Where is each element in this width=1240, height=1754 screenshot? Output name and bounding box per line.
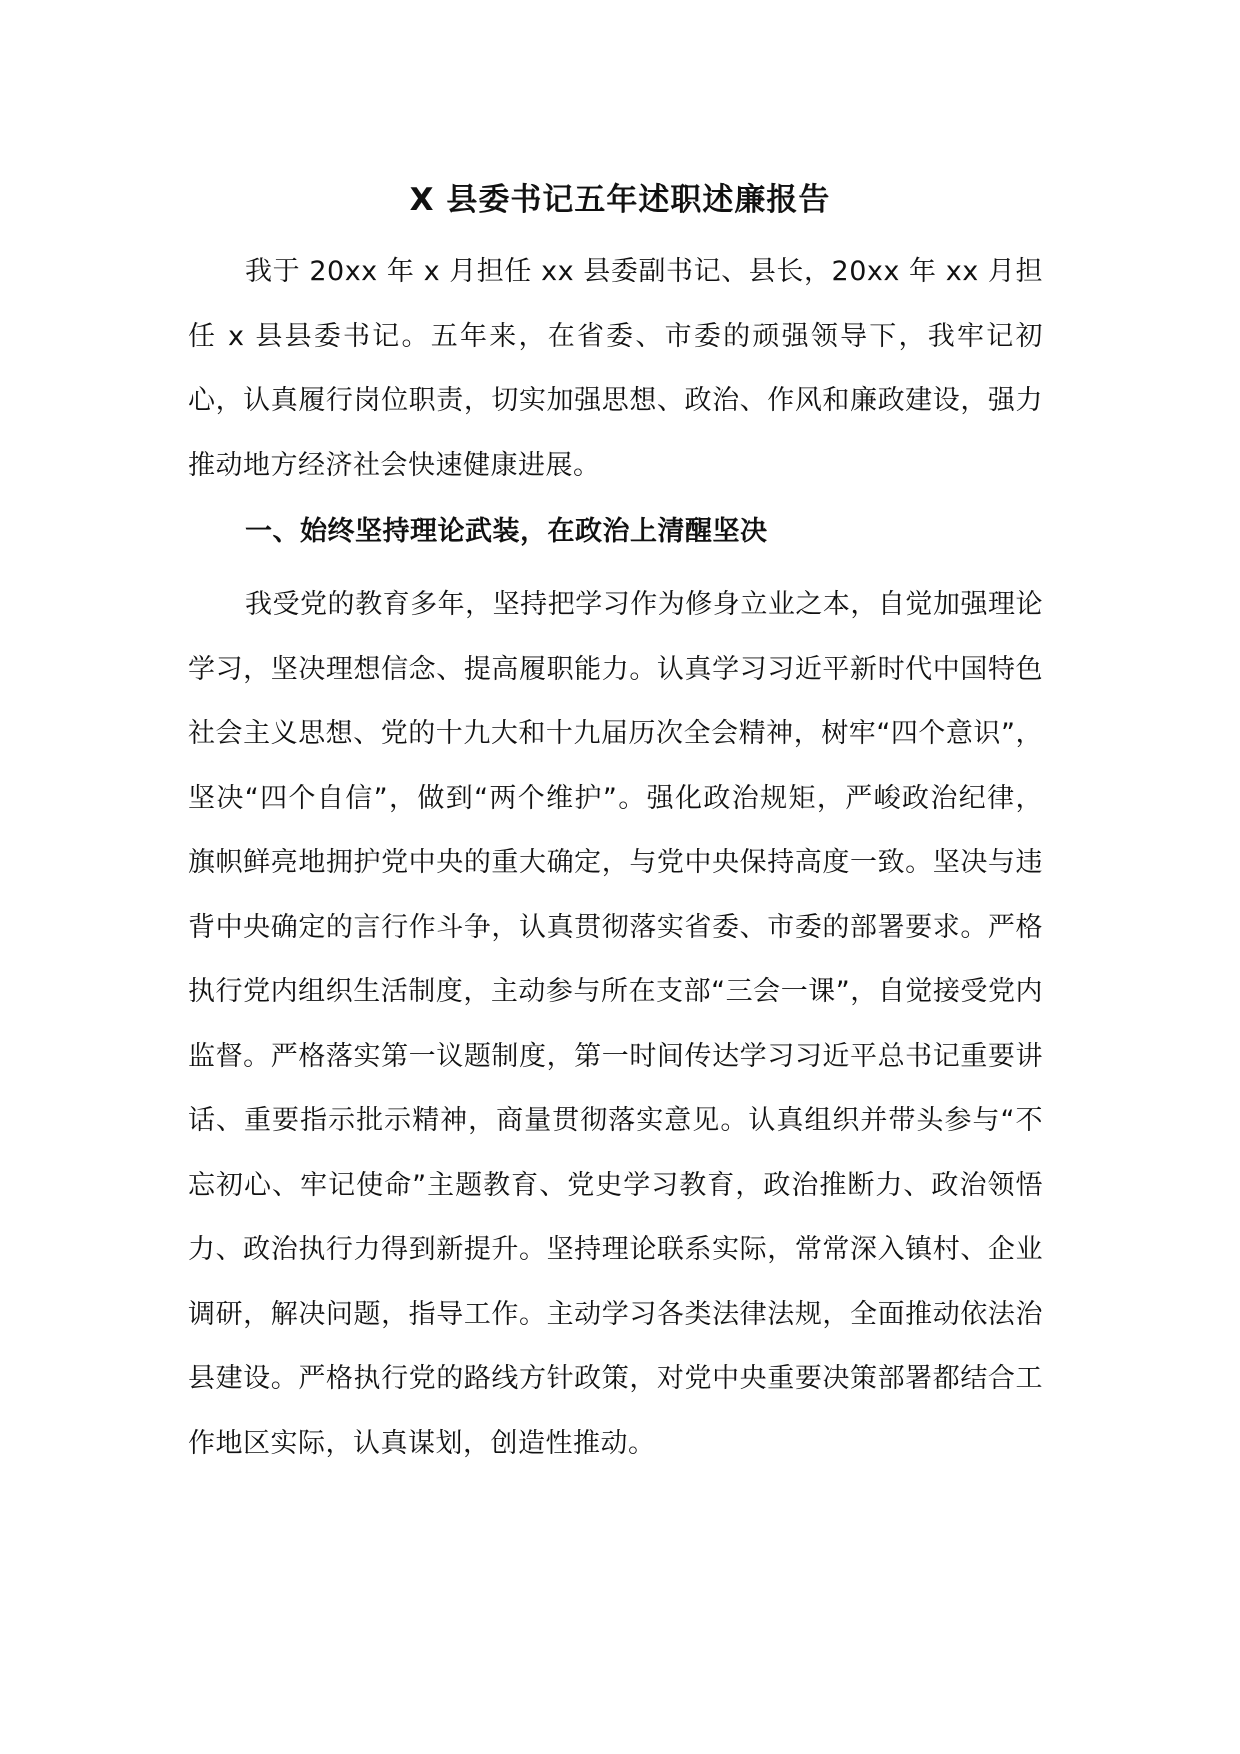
section-heading: 一、始终坚持理论武装，在政治上清醒坚决 [245, 516, 768, 547]
document-title: X 县委书记五年述职述廉报告 [409, 182, 831, 218]
intro-paragraph: 我于 20xx 年 x 月担任 xx 县委副书记、县长，20xx 年 xx 月担任 x 县县委书记。五年来，在省委、市委的顽强领导下，我牢记初心，认真履行岗位职责，切实加强思想、政治、作风和廉政建设，强力推动地方经济社会快速健康进展。 [188, 256, 1043, 481]
section-paragraph: 我受党的教育多年，坚持把学习作为修身立业之本，自觉加强理论学习，坚决理想信念、提高履职能力。认真学习习近平新时代中国特色社会主义思想、党的十九大和十九届历次全会精神，树牢“四个意识”，坚决“四个自信”，做到“两个维护”。强化政治规矩，严峻政治纪律，旗帜鲜亮地拥护党中央的重大确定，与党中央保持高度一致。坚决与违背中央确定的言行作斗争，认真贯彻落实省委、市委的部署要求。严格执行党内组织生活制度，主动参与所在支部“三会一课”，自觉接受党内监督。严格落实第一议题制度，第一时间传达学习习近平总书记重要讲话、重要指示批示精神，商量贯彻落实意见。认真组织并带头参与“不忘初心、牢记使命”主题教育、党史学习教育，政治推断力、政治领悟力、政治执行力得到新提升。坚持理论联系实际，常常深入镇村、企业调研，解决问题，指导工作。主动学习各类法律法规，全面推动依法治县建设。严格执行党的路线方针政策，对党中央重要决策部署都结合工作地区实际，认真谋划，创造性推动。 [188, 589, 1043, 1459]
